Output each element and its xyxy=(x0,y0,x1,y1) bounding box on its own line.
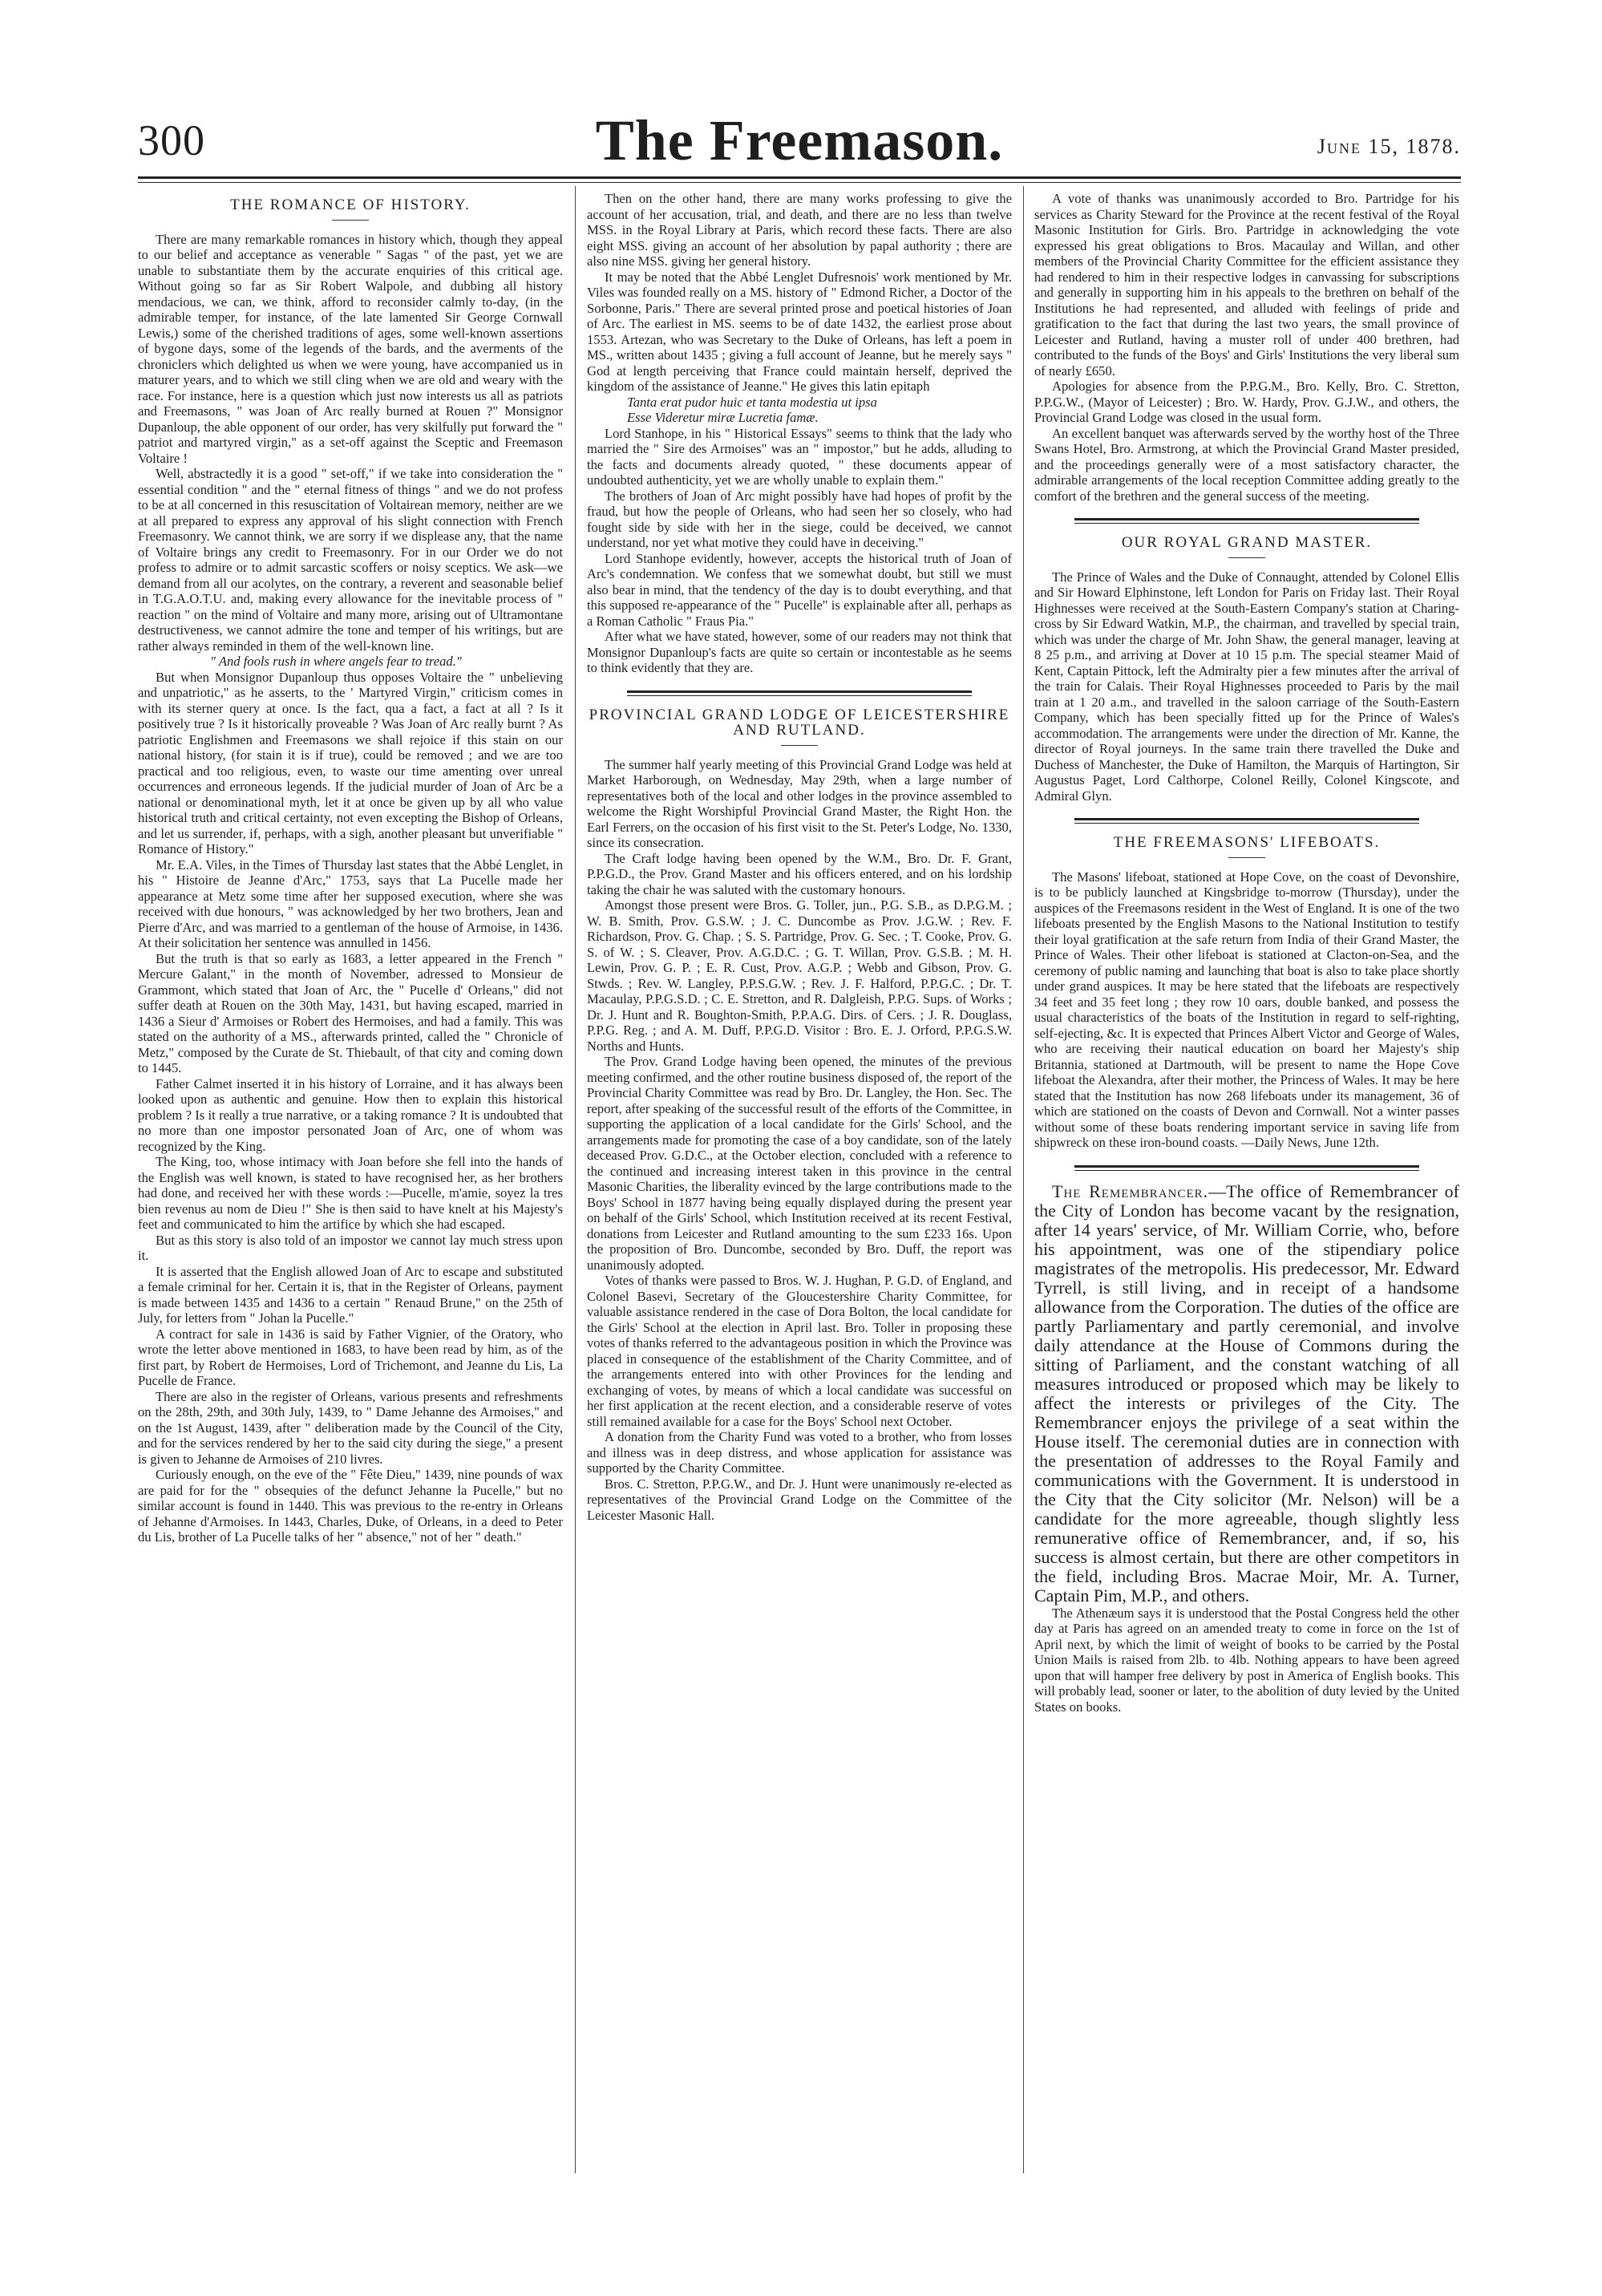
column-3 xyxy=(1034,186,1459,1715)
paragraph: Well, abstractedly it is a good " set-off," if we take into consideration the " essential condition " and the " eternal fitness of things " and we do not profess to be at all concerned in this resuscitation of Voltairean memory, neither are we at all prepared to express any approval of his slight connection with French Freemasonry. We cannot think, we are sorry if we displease any, that the name of Voltaire brings any credit to Freemasonry. For in our Order we do not profess to admire or to admit sarcastic scoffers or noisy sceptics. We ask—we demand from all our acolytes, on the contrary, a reverent and seasonable belief in T.G.A.O.T.U. and, making every allowance for the inevitable process of " reaction " on the mind of Voltaire and many more, arising out of Ultramontane destructiveness, we cannot admire the tone and temper of his writings, but are rather always reminded in them of the well-known line. xyxy=(138,466,563,654)
section-divider xyxy=(1074,1165,1419,1171)
paragraph: Father Calmet inserted it in his history of Lorraine, and it has always been looked upon as authentic and genuine. How then to explain this historical problem ? Is it really a true narrative, or a taking romance ? It is undoubted that no more than one impostor personated Joan of Arc, one of whom was recognized by the King. xyxy=(138,1075,563,1154)
paragraph: There are many remarkable romances in history which, though they appeal to our belief and acceptance as venerable " Sagas " of the past, yet we are unable to substantiate them by the accurate enquiries of this critical age. Without going so far as Sir Robert Walpole, and dubbing all history mendacious, we can, we think, afford to reconsider calmly to-day, (in the admirable temper, for instance, of the late lamented Sir George Cornwall Lewis,) some of the cherished traditions of ages, some well-known assertions of bygone days, some of the legends of the bards, and the averments of the chroniclers which delighted us when we were young, have accompanied us in maturer years, and to which we still cling when we are old and weary with the race. For instance, here is a question which just now interests us all as patriots and Freemasons, " was Joan of Arc really burned at Rouen ?" Monsignor Dupanloup, the able opponent of our order, has very skilfully put forward the " patriot and martyred virgin," as a set-off against the Sceptic and Freemason Voltaire ! xyxy=(138,231,563,466)
paragraph: Lord Stanhope, in his " Historical Essays" seems to think that the lady who married the " Sire des Armoises" was an " impostor," but he adds, alluding to the facts and documents already quoted, " these documents appear of undoubted authenticity, yet we are wholly unable to explain them." xyxy=(587,425,1012,488)
paragraph: The Craft lodge having been opened by the W.M., Bro. Dr. F. Grant, P.P.G.D., the Prov. Grand Master and his officers entered, and on his lordship taking the chair he was saluted with the customary honours. xyxy=(587,850,1012,897)
paragraph: But the truth is that so early as 1683, a letter appeared in the French " Mercure Galant," in the month of November, adressed to Monsieur de Grammont, which stated that Joan of Arc, the " Pucelle d' Orleans," did not suffer death at Rouen on the 30th May, 1431, but having escaped, married in 1436 a Sieur d' Armoises or Robert des Hermoises, and had a family. This was stated on the authority of a MS., afterwards printed, called the " Chronicle of Metz," composed by the Curate de St. Thiebault, of that city and coming down to 1445. xyxy=(138,950,563,1075)
paragraph: An excellent banquet was afterwards served by the worthy host of the Three Swans Hotel, Bro. Armstrong, at which the Provincial Grand Master presided, and the proceedings generally were of a most satisfactory character, the admirable arrangements of the local reception Committee adding greatly to the comfort of the brethren and the general success of the meeting. xyxy=(1034,425,1459,504)
paragraph: Mr. E.A. Viles, in the Times of Thursday last states that the Abbé Lenglet, in his " Histoire de Jeanne d'Arc," 1753, says that La Pucelle made her appearance at Metz some time after her supposed execution, where she was received with due honours, " was acknowledged by her two brothers, Jean and Pierre d'Arc, and was married to a gentleman of the house of Armoise, in 1436. At their solicitation her sentence was annulled in 1456. xyxy=(138,856,563,950)
paragraph: The summer half yearly meeting of this Provincial Grand Lodge was held at Market Harborough, on Wednesday, May 29th, when a large number of representatives both of the local and other lodges in the province assembled to welcome the Right Worshipful Provincial Grand Master, the Right Hon. the Earl Ferrers, on the occasion of his first visit to the St. Peter's Lodge, No. 1330, since its consecration. xyxy=(587,756,1012,850)
masthead xyxy=(138,108,1461,175)
paragraph: After what we have stated, however, some of our readers may not think that Monsignor Dupanloup's facts are quite so certain or incontestable as he seems to think evidently that they are. xyxy=(587,629,1012,675)
paragraph: A donation from the Charity Fund was voted to a brother, who from losses and illness was in deep distress, and whose application for assistance was supported by the Charity Committee. xyxy=(587,1429,1012,1476)
paragraph: The King, too, whose intimacy with Joan before she fell into the hands of the English was well known, is stated to have recognised her, as her brothers had done, and received her with these words :—Pucelle, m'amie, soyez la tres bien revenus au nom de Dieu !" She is then said to have knelt at his Majesty's feet and communicated to him the artifice by which she had escaped. xyxy=(138,1154,563,1232)
paragraph: Votes of thanks were passed to Bros. W. J. Hughan, P. G.D. of England, and Colonel Basevi, Secretary of the Gloucestershire Charity Committee, for valuable assistance rendered in the case of Dora Bolton, the local candidate for the Girls' School at the election in April last. Bro. Toller in proposing these votes of thanks referred to the advantageous position in which the Province was placed in consequence of the establishment of the Charity Committee, and of the arrangements entered into with other Provinces for the lending and exchanging of votes, by means of which a local candidate was successful on her first application at the recent election, and a considerable reserve of votes still remained available for a case for the Boys' School next October. xyxy=(587,1273,1012,1429)
paragraph xyxy=(1034,1182,1459,1606)
section-divider xyxy=(627,690,972,696)
quote-line: " And fools rush in where angels fear to tread." xyxy=(210,654,462,669)
paragraph: Bros. C. Stretton, P.P.G.W., and Dr. J. Hunt were unanimously re-elected as representatives of the Provincial Grand Lodge on the Committee of the Leicester Masonic Hall. xyxy=(587,1476,1012,1523)
article-heading: PROVINCIAL GRAND LODGE OF LEICESTERSHIRE AND RUTLAND. xyxy=(589,706,1010,739)
section-divider xyxy=(1074,518,1419,524)
column-2 xyxy=(587,186,1012,1523)
masthead-rule-thin xyxy=(138,182,1461,183)
paragraph-body: —The office of Remembrancer of the City of London has become vacant by the resignation, after 14 years' service, of Mr. William Corrie, who, before his appointment, was one of the stipendiary police magistrates of the metropolis. His predecessor, Mr. Edward Tyrrell, is still living, and in receipt of a handsome allowance from the Corporation. The duties of the office are partly Parliamentary and partly ceremonial, and involve daily attendance at the House of Commons during the sitting of Parliament, and the constant watching of all measures introduced or proposed which may be likely to affect the interests or privileges of the City. The Remembrancer enjoys the privilege of a seat within the House itself. The ceremonial duties are in connection with the presentation of addresses to the Royal Family and communications with the Government. It is understood in the City that the City solicitor (Mr. Nelson) will be a candidate for the more agreeable, though slightly less remunerative office of Remembrancer, and, if so, his success is almost certain, but there are other competitors in the field, including Bros. Macrae Moir, Mr. A. Turner, Captain Pim, M.P., and others. xyxy=(1034,1180,1459,1606)
paragraph: The Athenæum says it is understood that the Postal Congress held the other day at Paris has agreed on an amended treaty to come in force on the 1st of April next, by which the limit of weight of books to be carried by the Postal Union Mails is raised from 2lb. to 4lb. Nothing appears to have been agreed upon that will hamper free delivery by post in America of English books. This will probably lead, sooner or later, to the abolition of duty levied by the United States on books. xyxy=(1034,1605,1459,1715)
paragraph: Lord Stanhope evidently, however, accepts the historical truth of Joan of Arc's condemnation. We confess that we somewhat doubt, but still we must also bear in mind, that the tendency of the day is to doubt everything, and that this supposed re-appearance of the " Pucelle" is explainable after all, perhaps as a Roman Catholic " Fraus Pia." xyxy=(587,550,1012,629)
column-1 xyxy=(138,186,563,1545)
paragraph: Apologies for absence from the P.P.G.M., Bro. Kelly, Bro. C. Stretton, P.P.G.W., (Mayor of Leicester) ; Bro. W. Hardy, Prov. G.J.W., and others, the Provincial Grand Lodge was closed in the usual form. xyxy=(1034,379,1459,425)
paragraph: The Masons' lifeboat, stationed at Hope Cove, on the coast of Devonshire, is to be publicly launched at Kingsbridge to-morrow (Thursday), under the auspices of the Freemasons resident in the West of England. It is one of the two lifeboats presented by the English Masons to the National Institution to testify their loyal gratification at the safe return from India of their Grand Master, the Prince of Wales. Their other lifeboat is stationed at Clacton-on-Sea, and the ceremony of public naming and launching that boat is also to take place shortly under grand auspices. It may be here stated that the lifeboats are respectively 34 feet and 35 feet long ; they row 10 oars, double banked, and possess the usual characteristics of the boats of the Institution in regard to self-righting, self-ejecting, &c. It is expected that Princes Albert Victor and George of Wales, who are receiving their nautical education on board her Majesty's ship Britannia, stationed at Dartmouth, will be present to name the Hope Cove lifeboat the Alexandra, after their mother, the Princess of Wales. It may be here stated that the Institution has now 268 lifeboats under its management, 36 of which are stationed on the coasts of Devon and Cornwall. Not a winter passes without some of these boats rendering important service in saving life from shipwreck on these iron-bound coasts. —Daily News, June 12th. xyxy=(1034,869,1459,1150)
paragraph: It may be noted that the Abbé Lenglet Dufresnois' work mentioned by Mr. Viles was founded really on a MS. history of " Edmond Richer, a Doctor of the Sorbonne, Paris." There are several printed prose and poetical histories of Joan of Arc. The earliest in MS. seems to be of date 1432, the earliest prose about 1553. Artezan, who was Secretary to the Duke of Orleans, has left a poem in MS., written about 1435 ; giving a full account of Jeanne, but he merely says " God at length perceiving that France could maintain herself, deprived the kingdom of the assistance of Jeanne." He gives this latin epitaph xyxy=(587,269,1012,394)
paragraph: There are also in the register of Orleans, various presents and refreshments on the 28th, 29th, and 30th July, 1439, to " Dame Jehanne des Armoises," and on the 1st August, 1439, after " deliberation made by the Council of the City, and for the services rendered by her to the said city during the siege," a present is given to Jehanne de Armoises of 210 livres. xyxy=(138,1388,563,1467)
paragraph: It is asserted that the English allowed Joan of Arc to escape and substituted a female criminal for her. Certain it is, that in the Register of Orleans, payment is made between 1435 and 1436 to a certain " Renaud Brune," on the 25th of July, for letters from " Johan la Pucelle." xyxy=(138,1263,563,1326)
masthead-rule xyxy=(138,176,1461,179)
paragraph: But when Monsignor Dupanloup thus opposes Voltaire the " unbelieving and unpatriotic," as he asserts, to the ' Martyred Virgin," criticism comes in with its sterner query at once. Is the fact, qua a fact, a fact at all ? Is it positively true ? Is it historically proveable ? Was Joan of Arc really burnt ? As patriotic Englishmen and Freemasons we shall rejoice if this stain on our national history, (for stain it is if true), could be removed ; and we are too practical and too religious, even, to waste our time amenting over unreal occurrences and erroneous legends. If the judicial murder of Joan of Arc be a national or denominational myth, let it at once be given up by all who value historical truth and critical certainty, not even excepting the Bishop of Orleans, and let us surrender, if, perhaps, with a sigh, another pleasant but unverifiable " Romance of History." xyxy=(138,669,563,856)
paragraph: A contract for sale in 1436 is said by Father Vignier, of the Oratory, who wrote the letter above mentioned in 1683, to have been read by him, as of the first part, by Robert de Hermoises, Lord of Trichemont, and Jeanne du Lis, La Pucelle de France. xyxy=(138,1326,563,1388)
page-number: 300 xyxy=(138,116,205,164)
paragraph: The Prince of Wales and the Duke of Connaught, attended by Colonel Ellis and Sir Howard Elphinstone, left London for Paris on Friday last. Their Royal Highnesses were received at the South-Eastern Company's station at Charing-cross by Sir Edward Watkin, M.P., the chairman, and travelled by special train, which was under the charge of Mr. John Shaw, the general manager, leaving at 8 25 p.m., and arriving at Dover at 10 15 p.m. The special steamer Maid of Kent, Captain Pittock, left the Admiralty pier a few minutes after the arrival of the train for Calais. Their Royal Highnesses proceeded to Paris by the mail train at 1 20 a.m., and travelled in the saloon carriage of the South-Eastern Company, which has been specially fitted up for the Prince of Wales's accommodation. The arrangements were under the direction of Mr. Kanne, the director of Royal journeys. In the same train there travelled the Duke and Duchess of Manchester, the Duke of Hamilton, the Marquis of Hartington, Sir Augustus Paget, Lord Calthorpe, Colonel Reilly, Colonel Kingscote, and Admiral Glyn. xyxy=(1034,569,1459,804)
paragraph: The brothers of Joan of Arc might possibly have had hopes of profit by the fraud, but how the people of Orleans, who had seen her so closely, who had fought side by side with her in the siege, could be deceived, we cannot understand, nor yet what motive they could have in deceiving." xyxy=(587,488,1012,550)
paragraph: A vote of thanks was unanimously accorded to Bro. Partridge for his services as Charity Steward for the Province at the recent festival of the Royal Masonic Institution for Girls. Bro. Partridge in acknowledging the vote expressed his great obligations to Bros. Macaulay and Willan, and other members of the Provincial Charity Committee for the efficient assistance they had rendered to him in their respective lodges in canvassing for subscriptions and generally in supporting him in his appeals to the brethren on behalf of the Institutions he had represented, and alluded with feelings of pride and gratification to the fact that during the last two years, the small province of Leicester and Rutland, having a muster roll of under 400 brethren, had contributed to the funds of the Boys' and Girls' Institutions the very liberal sum of nearly £650. xyxy=(1034,191,1459,379)
paragraph: Then on the other hand, there are many works professing to give the account of her accusation, trial, and death, and there are no less than twelve MSS. in the Royal Library at Paris, which record these facts. There are also eight MSS. giving an account of her absolution by papal authority ; there are also nine MSS. giving her general history. xyxy=(587,191,1012,269)
paragraph-lead: The Remembrancer. xyxy=(1052,1180,1209,1201)
heading-rule xyxy=(332,220,369,221)
paragraph: But as this story is also told of an impostor we cannot lay much stress upon it. xyxy=(138,1232,563,1263)
heading-rule xyxy=(781,745,818,746)
paragraph: Amongst those present were Bros. G. Toller, jun., P.G. S.B., as D.P.G.M. ; W. B. Smith, Prov. G.S.W. ; J. C. Duncombe as Prov. J.G.W. ; Rev. F. Richardson, Prov. G. Chap. ; S. S. Partridge, Prov. G. Sec. ; T. Cooke, Prov. G. S. of W. ; S. Cleaver, Prov. A.G.D.C. ; G. T. Willan, Prov. G.S.B. ; M. H. Lewin, Prov. G. P. ; E. R. Cust, Prov. A.G.P. ; Webb and Gibson, Prov. G. Stwds. ; Rev. W. Langley, P.P.S.G.W. ; Rev. J. F. Halford, P.P.G.C. ; Dr. T. Macaulay, P.P.G.S.D. ; C. E. Stretton, and R. Dalgleish, P.P.G. Sups. of Works ; Dr. J. Hunt and R. Boughton-Smith, P.P.A.G. Dirs. of Cers. ; J. R. Douglass, P.P.G. Reg. ; and A. M. Duff, P.P.G.D. Visitor : Bro. E. J. Orford, P.P.G.S.W. Norths and Hunts. xyxy=(587,897,1012,1054)
article-heading: THE ROMANCE OF HISTORY. xyxy=(230,196,471,213)
section-divider xyxy=(1074,818,1419,824)
heading-rule xyxy=(1228,857,1265,858)
column-divider xyxy=(575,186,576,2173)
article-heading: THE FREEMASONS' LIFEBOATS. xyxy=(1113,834,1381,851)
article-heading: OUR ROYAL GRAND MASTER. xyxy=(1121,534,1373,551)
latin-epitaph-line: Esse Videretur miræ Lucretia famæ. xyxy=(627,410,819,425)
heading-rule xyxy=(1228,557,1265,558)
column-divider xyxy=(1023,186,1024,2173)
latin-epitaph-line: Tanta erat pudor huic et tanta modestia ut ipsa xyxy=(627,394,877,410)
issue-date: June 15, 1878. xyxy=(1317,135,1461,158)
paragraph: Curiously enough, on the eve of the " Fête Dieu," 1439, nine pounds of wax are paid for for the " obsequies of the defunct Jehanne la Pucelle," but no similar account is found in 1440. This was previous to the re-entry in Orleans of Jehanne d'Armoises. In 1443, Charles, Duke, of Orleans, in a deed to Peter du Lis, brother of La Pucelle talks of her " absence," not of her " death." xyxy=(138,1467,563,1545)
paragraph: The Prov. Grand Lodge having been opened, the minutes of the previous meeting confirmed, and the other routine business disposed of, the report of the Provincial Charity Committee was read by Bro. Dr. Langley, the Hon. Sec. The report, after speaking of the successful result of the efforts of the Committee, in supporting the application of a local candidate for the Girls' School, and the arrangements made for promoting the case of a boy candidate, son of the lately deceased Prov. G.D.C., at the October election, concluded with a reference to the continued and increasing interest taken in this province in the central Masonic Charities, the liberality evinced by the large contributions made to the Boys' School in 1877 having being equally displayed during the present year on behalf of the Girls' School, which Institution received at its recent Festival, donations from Leicester and Rutland amounting to the sum £233 16s. Upon the proposition of Bro. Duncombe, seconded by Bro. Duff, the report was unanimously adopted. xyxy=(587,1054,1012,1273)
newspaper-title: The Freemason. xyxy=(595,108,1004,172)
